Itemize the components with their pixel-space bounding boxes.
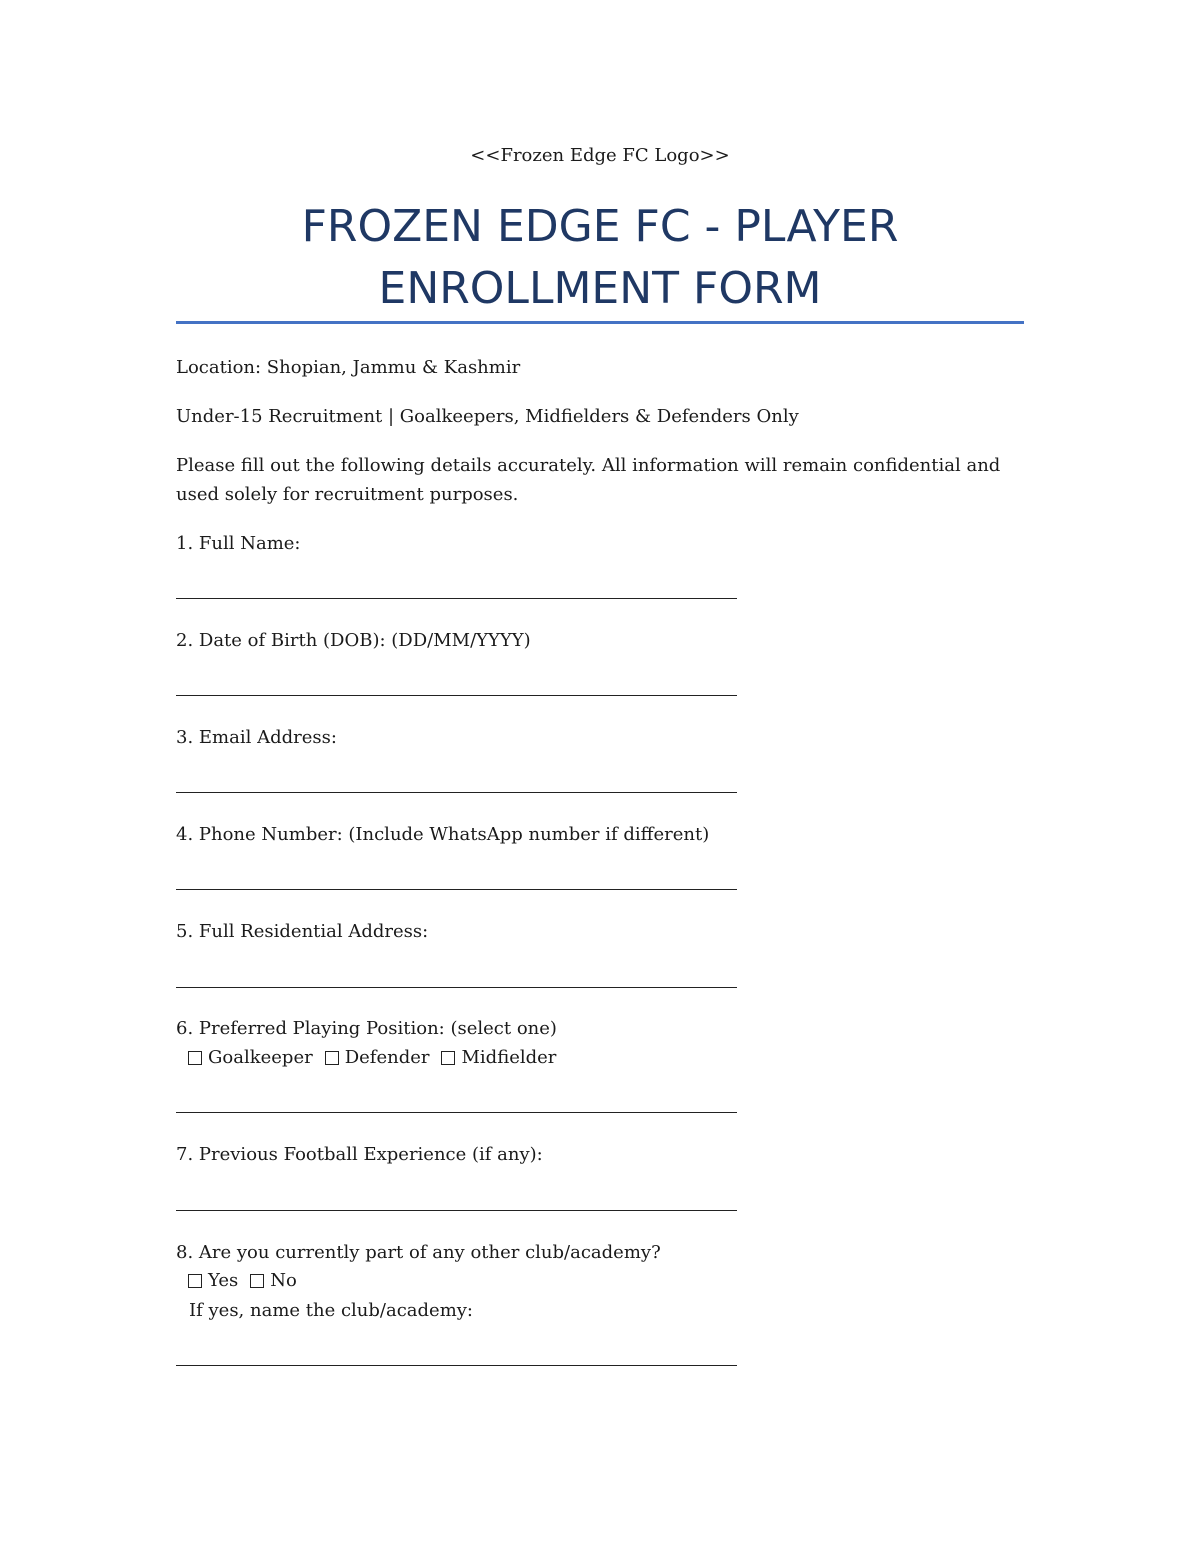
title-line-2: ENROLLMENT FORM (378, 263, 822, 314)
email-field[interactable] (176, 792, 737, 793)
club-option-no[interactable] (250, 1266, 297, 1295)
position-option-midfielder[interactable] (441, 1043, 556, 1072)
club-name-label: If yes, name the club/academy: (189, 1300, 474, 1321)
position-options (188, 1043, 568, 1072)
email-label: 3. Email Address: (176, 727, 337, 748)
no-label: No (270, 1270, 297, 1291)
full-name-field[interactable] (176, 598, 737, 599)
experience-label: 7. Previous Football Experience (if any): (176, 1144, 543, 1165)
midfielder-label: Midfielder (461, 1047, 557, 1068)
position-label: 6. Preferred Playing Position: (select one) (176, 1018, 557, 1039)
address-field[interactable] (176, 987, 737, 988)
position-field[interactable] (176, 1112, 737, 1113)
no-checkbox[interactable] (250, 1274, 264, 1288)
experience-field[interactable] (176, 1210, 737, 1211)
other-club-options (188, 1266, 309, 1295)
defender-label: Defender (344, 1047, 430, 1068)
dob-label: 2. Date of Birth (DOB): (DD/MM/YYYY) (176, 630, 531, 651)
position-option-defender[interactable] (325, 1043, 430, 1072)
title-divider (176, 321, 1024, 324)
full-name-label: 1. Full Name: (176, 533, 301, 554)
location-text: Location: Shopian, Jammu & Kashmir (176, 357, 521, 378)
position-option-goalkeeper[interactable] (188, 1043, 313, 1072)
dob-field[interactable] (176, 695, 737, 696)
recruitment-text: Under-15 Recruitment | Goalkeepers, Midfielders & Defenders Only (176, 406, 799, 427)
defender-checkbox[interactable] (325, 1051, 339, 1065)
logo-placeholder: <<Frozen Edge FC Logo>> (470, 145, 730, 166)
goalkeeper-label: Goalkeeper (208, 1047, 313, 1068)
address-label: 5. Full Residential Address: (176, 921, 429, 942)
yes-label: Yes (208, 1270, 239, 1291)
other-club-label: 8. Are you currently part of any other club/academy? (176, 1242, 661, 1263)
goalkeeper-checkbox[interactable] (188, 1051, 202, 1065)
midfielder-checkbox[interactable] (441, 1051, 455, 1065)
instructions-text: Please fill out the following details accurately. All information will remain confidential and used solely for recruitment purposes. (176, 455, 1001, 505)
phone-label: 4. Phone Number: (Include WhatsApp number if different) (176, 824, 710, 845)
club-option-yes[interactable] (188, 1266, 238, 1295)
club-name-field[interactable] (176, 1365, 737, 1366)
title-line-1: FROZEN EDGE FC - PLAYER (301, 201, 899, 252)
yes-checkbox[interactable] (188, 1274, 202, 1288)
phone-field[interactable] (176, 889, 737, 890)
page-title (176, 196, 1024, 320)
